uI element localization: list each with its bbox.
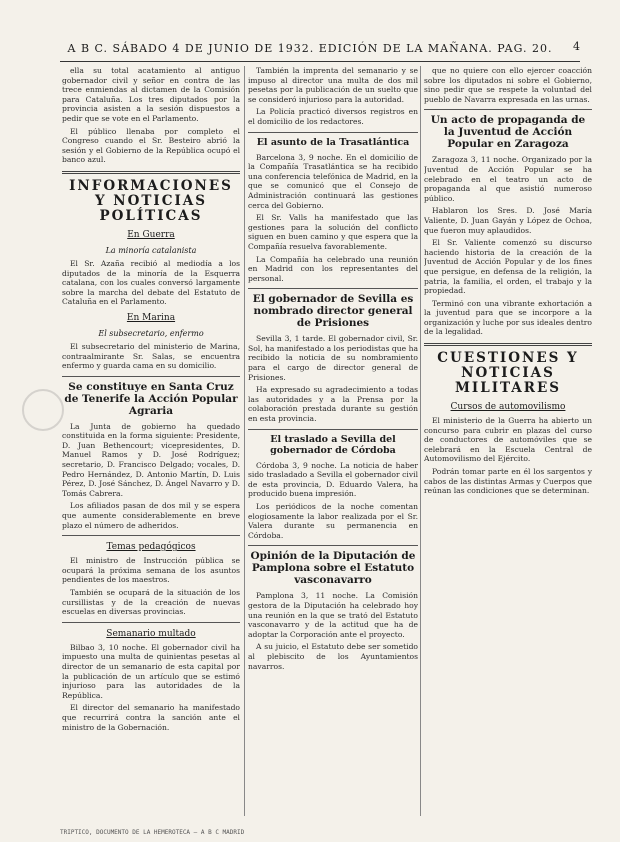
headline-trasatlantica: El asunto de la Trasatlántica [256,136,410,148]
article-paragraph: Bilbao 3, 10 noche. El gobernador civil ha impuesto una multa de quinientas pesetas al director de un semanario de esta capital por la publicación de un artículo que se estimó injurioso para las autoridades de la República. [62,642,240,700]
article-paragraph: A su juicio, el Estatuto debe ser sometido al plebiscito de los Ayuntamientos navarros. [248,642,418,671]
headline-tenerife: Se constituye en Santa Cruz de Tenerife la Acción Popular Agraria [64,380,238,417]
intro-paragraph: ella su total acatamiento al antiguo gobernador civil y señor en contra de las trece enmiendas al dictamen de la Comisión para Cataluña. Los tres diputados por la provincia asisten a la sesión dispuestos a pedir que se vote en el Parlamento. [62,66,240,123]
headline-accion-popular: Un acto de propaganda de la Juventud de Acción Popular en Zaragoza [430,114,586,151]
article-paragraph: El Sr. Valls ha manifestado que las gestiones para la solución del conflicto siguen en buen camino y que espera que la Compañía resuelva favorablemente. [248,213,418,251]
article-paragraph: La Compañía ha celebrado una reunión en Madrid con los representantes del personal. [248,254,418,283]
article-paragraph: El ministro de Instrucción pública se ocupará la próxima semana de los asuntos pendientes de los maestros. [62,556,240,585]
subhead-en-marina: En Marina [126,312,176,323]
column-2 [248,66,418,821]
article-paragraph: También se ocupará de la situación de los cursillistas y de la creación de nuevas escuelas en diversas provincias. [62,588,240,617]
article-paragraph: También la imprenta del semanario y se impuso al director una multa de dos mil pesetas por la publicación de un suelto que se consideró injurioso para la autoridad. [248,66,418,104]
rule [248,132,418,133]
article-paragraph: Podrán tomar parte en él los sargentos y cabos de las distintas Armas y Cuerpos que reúnan las condiciones que se determinan. [424,467,592,496]
article-paragraph: El ministerio de la Guerra ha abierto un concurso para cubrir en plazas del curso de conductores de automóviles que se celebrará en la Escuela Central de Automovilismo del Ejército. [424,416,592,464]
lead-minoria: La minoría catalanista [105,245,197,255]
rule [424,109,592,110]
archive-stamp-icon [18,380,68,440]
article-paragraph: que no quiere con ello ejercer coacción sobre los diputados ni sobre el Gobierno, sino pedir que se respete la voluntad del pueblo de Navarra expresada en las urnas. [424,66,592,104]
column-divider [244,66,245,816]
headline-sevilla-gobernador: El gobernador de Sevilla es nombrado director general de Prisiones [252,293,414,330]
rule [248,429,418,430]
article-paragraph: La Junta de gobierno ha quedado constituida en la forma siguiente: Presidente, D. Juan Bethencourt; vicepresidentes, D. Manuel Ramos y D. José Rodríguez; secretario, D. Francisco Delgado; vocales, D. Pedro Hernández, D. Antonio Martín, D. Luis Pérez, D. José Sánchez, D. Ángel Navarro y D. Tomás Cabrera. [62,421,240,498]
article-paragraph: El Sr. Valiente comenzó su discurso haciendo historia de la creación de la Juventud de Acción Popular y de los fines que persigue, en defensa de la religión, la patria, la familia, el orden, el trabajo y la propiedad. [424,238,592,296]
article-paragraph: Terminó con una vibrante exhortación a la juventud para que se incorpore a la organización y luche por sus ideales dentro de la legalidad. [424,298,592,337]
article-paragraph: Barcelona 3, 9 noche. En el domicilio de la Compañía Trasatlántica se ha recibido una conferencia telefónica de Madrid, en la que se comunicó que el Consejo de Administración continuará las gestiones cerca del Gobierno. [248,152,418,210]
article-paragraph: Pamplona 3, 11 noche. La Comisión gestora de la Diputación ha celebrado hoy una reunión en la que se trató del Estatuto vasconavarro y de la actitud que ha de adoptar la Corporación ante el proyecto. [248,591,418,639]
headline-diputacion: Opinión de la Diputación de Pamplona sobre el Estatuto vasconavarro [250,550,416,587]
article-paragraph: Hablaron los Sres. D. José María Valiente, D. Juan Gayán y López de Ochoa, que fueron muy aplaudidos. [424,206,592,235]
article-paragraph: Los periódicos de la noche comentan elogiosamente la labor realizada por el Sr. Valera durante su permanencia en Córdoba. [248,502,418,540]
section-rule [62,171,240,174]
article-paragraph: Sevilla 3, 1 tarde. El gobernador civil, Sr. Sol, ha manifestado a los periodistas que ha recibido la noticia de su nombramiento para el cargo de director general de Prisiones. [248,334,418,382]
headline-semanario: Semanario multado [106,628,196,639]
article-paragraph: Zaragoza 3, 11 noche. Organizado por la Juventud de Acción Popular se ha celebrado en el teatro un acto de propaganda al que asistió numeroso público. [424,155,592,203]
intro-paragraph: El público llenaba por completo el Congreso cuando el Sr. Besteiro abrió la sesión y el Gobierno de la República ocupó el banco azul. [62,126,240,165]
article-paragraph: Ha expresado su agradecimiento a todas las autoridades y a la Prensa por la colaboración prestada durante su gestión en esta provincia. [248,385,418,424]
section-title-cuestiones: CUESTIONES Y NOTICIAS MILITARES [437,350,579,397]
rule [248,545,418,546]
section-title-informaciones: INFORMACIONES Y NOTICIAS POLÍTICAS [69,177,233,224]
article-paragraph: El subsecretario del ministerio de Marina, contraalmirante Sr. Salas, se encuentra enfermo y guarda cama en su domicilio. [62,341,240,371]
headline-pedagogicos: Temas pedagógicos [106,542,196,553]
article-paragraph: El director del semanario ha manifestado que recurrirá contra la sanción ante el ministro de la Gobernación. [62,703,240,732]
article-paragraph: Córdoba 3, 9 noche. La noticia de haber sido trasladado a Sevilla el gobernador civil de esta provincia, D. Eduardo Valera, ha producido buena impresión. [248,460,418,499]
page-mark: 4 [573,40,580,53]
subhead-en-guerra: En Guerra [127,229,175,240]
running-header: A B C. SÁBADO 4 DE JUNIO DE 1932. EDICIÓN DE LA MAÑANA. PAG. 20. [67,42,553,55]
section-rule [424,343,592,346]
article-paragraph: Los afiliados pasan de dos mil y se espera que aumente considerablemente en breve plazo el número de adheridos. [62,501,240,530]
column-3 [424,66,592,821]
rule [248,288,418,289]
column-divider [420,66,421,816]
headline-cordoba: El traslado a Sevilla del gobernador de Córdoba [270,433,396,456]
article-paragraph: La Policía practicó diversos registros en el domicilio de los redactores. [248,107,418,126]
rule [62,376,240,377]
rule [62,622,240,623]
headline-automovilismo: Cursos de automovilismo [450,402,566,413]
footer-strip: TRÍPTICO, DOCUMENTO DE LA HEMEROTECA — A B C MADRID [60,829,245,836]
lead-subsecretario: El subsecretario, enfermo [98,328,204,338]
header-rule [60,61,580,62]
column-1 [62,66,240,821]
rule [62,535,240,536]
article-paragraph: El Sr. Azaña recibió al mediodía a los diputados de la minoría de la Esquerra catalana, con los cuales conversó largamente sobre la marcha del debate del Estatuto de Cataluña en el Parlamento. [62,258,240,307]
